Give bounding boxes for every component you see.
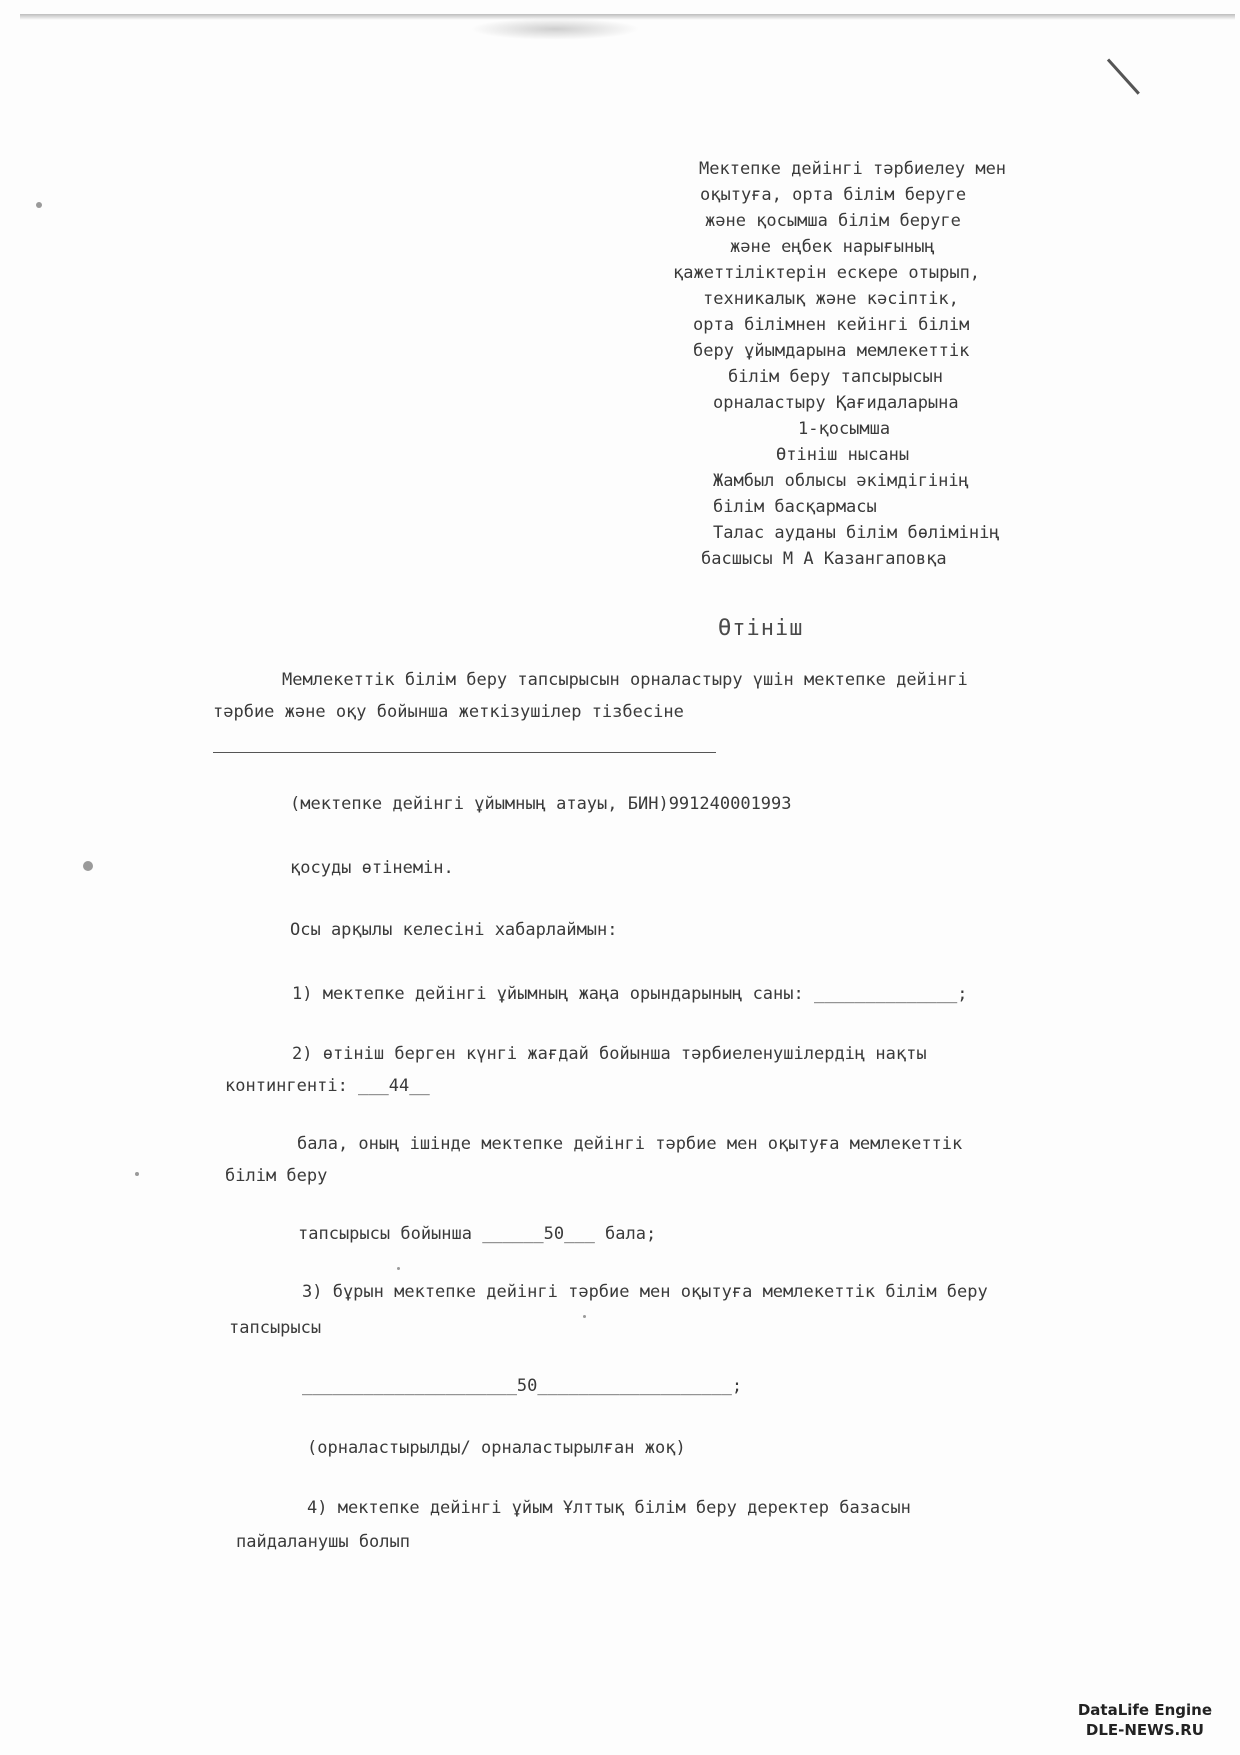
- inform-line: Осы арқылы келесіні хабарлаймын:: [290, 920, 618, 940]
- header-line: және еңбек нарығының: [730, 237, 935, 257]
- watermark-line-1: DataLife Engine: [1077, 1701, 1212, 1719]
- item-2-line-4: білім беру: [225, 1166, 328, 1186]
- item-3-answer: _____________________50___________________;: [302, 1376, 743, 1396]
- item-3-caption: (орналастырылды/ орналастырылған жоқ): [307, 1438, 686, 1458]
- scan-shadow: [470, 18, 640, 40]
- header-line: қажеттіліктерін ескере отырып,: [673, 263, 981, 283]
- item-2-line-3: бала, оның ішінде мектепке дейінгі тәрбие мен оқытуға мемлекеттік: [297, 1134, 963, 1154]
- staple-mark: [1107, 58, 1140, 94]
- item-2-order-count: тапсырысы бойынша ______50___ бала;: [298, 1224, 657, 1244]
- scan-speck: [397, 1267, 400, 1270]
- item-1-new-places: 1) мектепке дейінгі ұйымның жаңа орындарының саны: ______________;: [292, 984, 968, 1004]
- scan-speck: [135, 1172, 139, 1176]
- intro-line-1: Мемлекеттік білім беру тапсырысын орналастыру үшін мектепке дейінгі: [282, 670, 968, 690]
- item-3-line-2: тапсырысы: [229, 1318, 322, 1338]
- addressee-block: [660, 156, 1080, 572]
- item-2-contingent: контингенті: ___44__: [225, 1076, 430, 1096]
- header-line: орта білімнен кейінгі білім: [693, 315, 970, 335]
- header-line: Жамбыл облысы әкімдігінің: [713, 471, 969, 491]
- scan-speck: [36, 202, 42, 208]
- header-line: орналастыру Қағидаларына: [713, 393, 959, 413]
- item-2-line-1: 2) өтініш берген күнгі жағдай бойынша тәрбиеленушілердің нақты: [292, 1044, 927, 1064]
- item-4-line-2: пайдаланушы болып: [236, 1532, 410, 1552]
- header-line: білім басқармасы: [713, 497, 877, 517]
- header-line: беру ұйымдарына мемлекеттік: [693, 341, 970, 361]
- organization-name-line: [213, 752, 716, 753]
- header-line: білім беру тапсырысын: [728, 367, 943, 387]
- header-line: техникалық және кәсіптік,: [703, 289, 959, 309]
- intro-line-2: тәрбие және оқу бойынша жеткізушілер тізбесіне: [213, 702, 684, 722]
- header-line: басшысы М А Казангаповқа: [701, 549, 947, 569]
- organization-caption: (мектепке дейінгі ұйымның атауы, БИН)991240001993: [290, 794, 792, 814]
- item-4-line-1: 4) мектепке дейінгі ұйым Ұлттық білім беру деректер базасын: [307, 1498, 911, 1518]
- header-line: Өтініш нысаны: [776, 445, 910, 465]
- watermark-line-2: DLE-NEWS.RU: [1085, 1721, 1204, 1739]
- header-line: Талас ауданы білім бөлімінің: [713, 523, 1000, 543]
- scan-speck: [83, 861, 93, 871]
- request-line: қосуды өтінемін.: [290, 858, 454, 878]
- document-title: Өтініш: [718, 616, 804, 641]
- header-line: Мектепке дейінгі тәрбиелеу мен: [699, 159, 1007, 179]
- scan-speck: [583, 1315, 586, 1318]
- item-3-line-1: 3) бұрын мектепке дейінгі тәрбие мен оқытуға мемлекеттік білім беру: [302, 1282, 988, 1302]
- header-line: 1-қосымша: [798, 419, 891, 439]
- header-line: оқытуға, орта білім беруге: [700, 185, 967, 205]
- site-watermark: [1078, 1700, 1212, 1740]
- header-line: және қосымша білім беруге: [705, 211, 961, 231]
